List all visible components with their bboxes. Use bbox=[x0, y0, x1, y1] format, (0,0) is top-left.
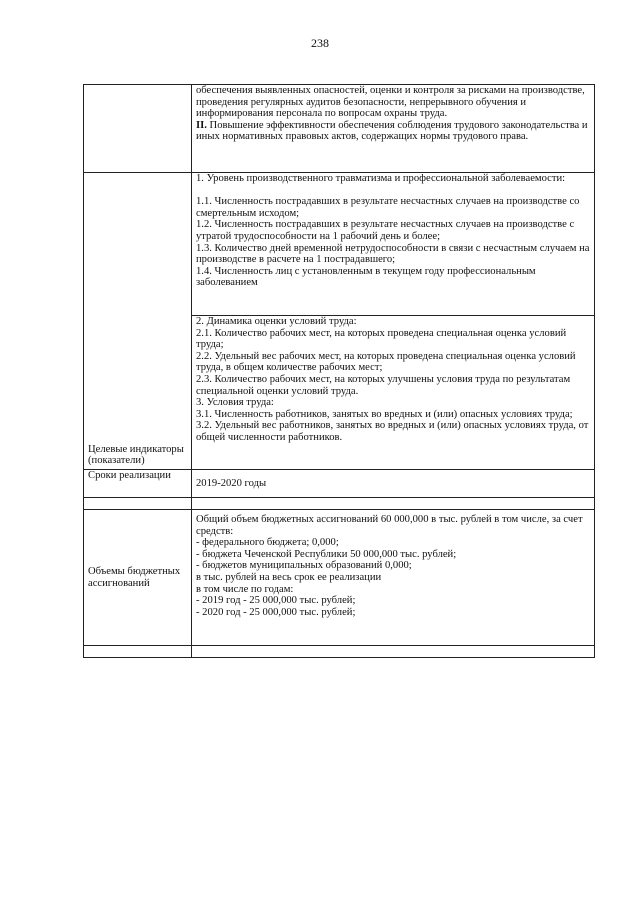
table-row-terms bbox=[84, 470, 595, 498]
continuation-cell bbox=[192, 85, 595, 173]
table-row-spacer bbox=[84, 498, 595, 510]
indicator-text: 3.1. Численность работников, занятых во вредных и (или) опасных условиях труда; bbox=[196, 408, 573, 420]
goal-2-text: Повышение эффективности обеспечения соблюдения трудового законодательства и иных нормативных правовых актов, содержащих нормы трудового права. bbox=[196, 119, 588, 143]
table-row-indicators-1 bbox=[84, 173, 595, 316]
budget-line: Общий объем бюджетных ассигнований 60 000,000 в тыс. рублей в том числе, за счет средств: bbox=[196, 514, 583, 537]
indicator-text: 1.1. Численность пострадавших в результате несчастных случаев на производстве со смертельным исходом; bbox=[196, 196, 580, 219]
indicator-text: 1.2. Численность пострадавших в результате несчастных случаев на производстве с утратой трудоспособности на 1 рабочий день и более; bbox=[196, 219, 575, 242]
goal-2 bbox=[196, 120, 590, 143]
budget-line: - бюджета Чеченской Республики 50 000,000 тыс. рублей; bbox=[196, 548, 457, 560]
goal-2-roman: II. bbox=[196, 119, 207, 131]
table-row-budget bbox=[84, 510, 595, 646]
passport-table bbox=[83, 84, 595, 658]
indicators-label: Целевые индикаторы (показатели) bbox=[84, 173, 192, 470]
terms-label: Сроки реализации bbox=[84, 470, 192, 498]
budget-line: в тыс. рублей на весь срок ее реализации bbox=[196, 571, 382, 583]
budget-cell bbox=[192, 510, 595, 646]
budget-line: - 2019 год - 25 000,000 тыс. рублей; bbox=[196, 595, 356, 607]
indicator-text: 2.1. Количество рабочих мест, на которых проведена специальная оценка условий труда; bbox=[196, 327, 567, 351]
indicators-block-2 bbox=[192, 316, 595, 470]
budget-line: - федерального бюджета; 0,000; bbox=[196, 537, 339, 549]
budget-label: Объемы бюджетных ассигнований bbox=[84, 510, 192, 646]
spacer-cell bbox=[84, 498, 192, 510]
indicator-text: 3.2. Удельный вес работников, занятых во вредных и (или) опасных условиях труда, от общей численности работников. bbox=[196, 420, 589, 443]
blank-line bbox=[196, 185, 590, 197]
indicators-block-1 bbox=[192, 173, 595, 316]
spacer-cell bbox=[84, 646, 192, 658]
page-number: 238 bbox=[311, 36, 329, 50]
goal-1-tail: обеспечения выявленных опасностей, оценки и контроля за рисками на производстве, проведения регулярных аудитов безопасности, непрерывного обучения и информирования персонала по вопросам охраны труда. bbox=[196, 85, 585, 120]
row-label bbox=[84, 85, 192, 173]
table-row-bottom-spacer bbox=[84, 646, 595, 658]
indicator-text: 2. Динамика оценки условий труда: bbox=[196, 316, 357, 327]
indicator-text: 2.3. Количество рабочих мест, на которых улучшены условия труда по результатам специальной оценки условий труда. bbox=[196, 373, 571, 397]
indicator-text: 1.3. Количество дней временной нетрудоспособности в связи с несчастным случаем на производстве в расчете на 1 пострадавшего; bbox=[196, 242, 590, 266]
indicator-text: 1.4. Численность лиц с установленным в текущем году профессиональным заболеванием bbox=[196, 265, 536, 289]
terms-value: 2019-2020 годы bbox=[192, 470, 595, 498]
spacer-cell bbox=[192, 498, 595, 510]
budget-line: - 2020 год - 25 000,000 тыс. рублей; bbox=[196, 606, 356, 618]
spacer-cell bbox=[192, 646, 595, 658]
table-row-continuation bbox=[84, 85, 595, 173]
budget-line: - бюджетов муниципальных образований 0,000; bbox=[196, 560, 412, 572]
budget-line: в том числе по годам: bbox=[196, 583, 294, 595]
indicator-text: 2.2. Удельный вес рабочих мест, на которых проведена специальная оценка условий труда, в общем количестве рабочих мест; bbox=[196, 350, 576, 374]
indicator-text: 1. Уровень производственного травматизма и профессиональной заболеваемости: bbox=[196, 173, 566, 184]
indicator-text: 3. Условия труда: bbox=[196, 397, 274, 409]
